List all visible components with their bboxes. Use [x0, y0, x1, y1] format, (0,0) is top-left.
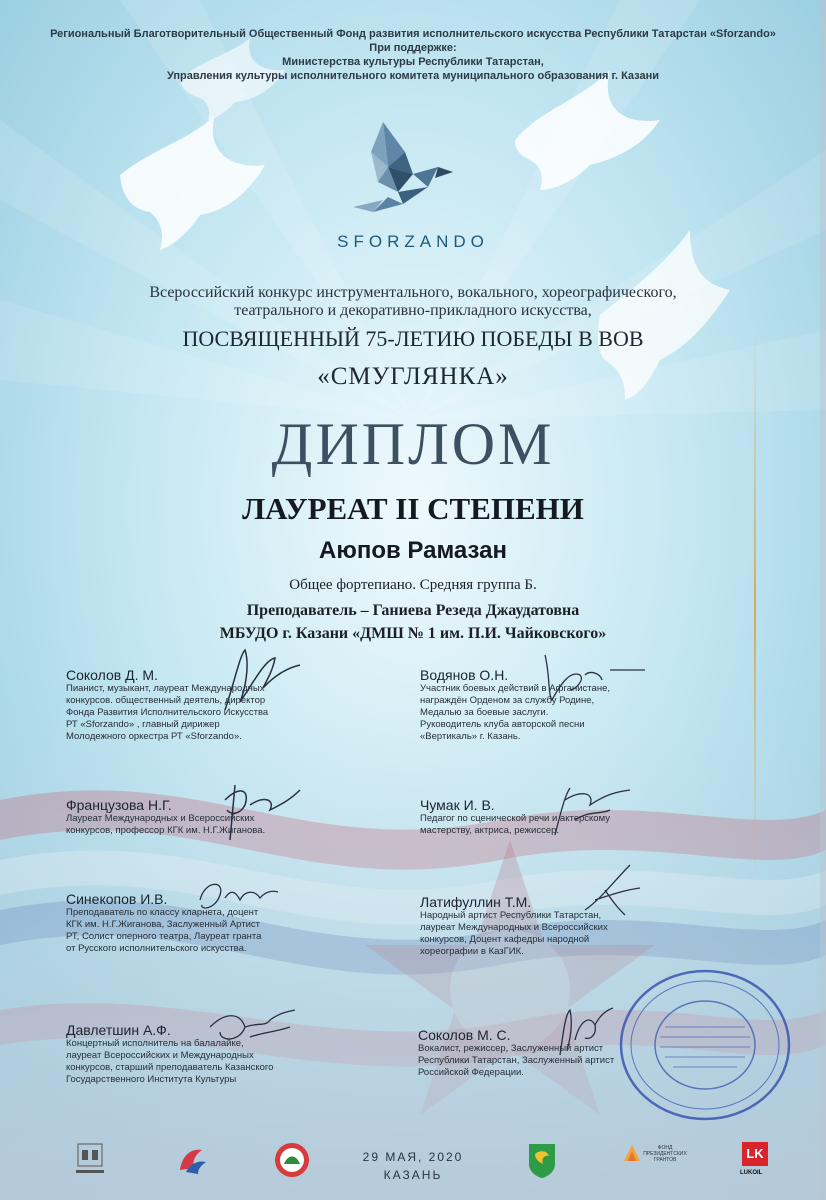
tatarstan-emblem-icon — [272, 1140, 312, 1180]
participant-name: Аюпов Рамазан — [319, 537, 507, 564]
signature-icon — [190, 870, 280, 920]
jury-description: Педагог по сценической речи и актерскому мастерству, актриса, режиссер. — [420, 813, 610, 836]
contest-description — [0, 284, 826, 320]
signature-icon — [540, 645, 650, 705]
contest-name: «СМУГЛЯНКА» — [317, 363, 509, 390]
nomination: Общее фортепиано. Средняя группа Б. — [289, 577, 537, 593]
stamp-icon — [615, 965, 795, 1125]
grants-logo-label: ФОНД ПРЕЗИДЕНТСКИХ ГРАНТОВ — [643, 1145, 687, 1163]
jury-description: Преподаватель по классу кларнета, доцент КГК им. Н.Г.Жиганова, Заслуженный Артист РТ, Солист оперного театра, Лауреат гранта от Русского исполнительского искусства. — [66, 907, 262, 954]
organizer-header — [0, 27, 826, 83]
signature-icon — [545, 780, 635, 840]
issue-date: 29 МАЯ, 2020 — [362, 1150, 464, 1164]
brand-name: SFORZANDO — [337, 232, 489, 251]
contest-dedication: ПОСВЯЩЕННЫЙ 75-ЛЕТИЮ ПОБЕДЫ В ВОВ — [182, 326, 644, 351]
jury-description: Участник боевых действий в Афганистане, награждён Орденом за службу Родине, Медалью за боевые заслуги. Руководитель клуба авторской песни «Вертикаль» г. Казань. — [420, 683, 611, 742]
dove-logo-icon — [343, 112, 473, 222]
lukoil-label: LUKOIL — [740, 1170, 763, 1176]
ministry-line: Министерства культуры Республики Татарстан, — [282, 56, 544, 68]
jury-name: Синекопов И.В. — [66, 891, 168, 907]
signature-icon — [215, 640, 305, 720]
signature-icon — [545, 1000, 615, 1060]
jury-name: Чумак И. В. — [420, 797, 495, 813]
kazan-emblem-icon — [525, 1140, 559, 1180]
diploma-title: ДИПЛОМ — [271, 411, 555, 477]
jury-description: Вокалист, режиссер, Заслуженный артист Республики Татарстан, Заслуженный артист Российской Федерации. — [418, 1043, 615, 1078]
organizer-line: Региональный Благотворительный Общественный Фонд развития исполнительского искусства Республики Татарстан «Sforzando» — [50, 28, 776, 40]
jury-name: Водянов О.Н. — [420, 667, 509, 683]
jury-description: Пианист, музыкант, лауреат Международных конкурсов. общественный деятель, директор Фонда Развития Исполнительского Искусства РТ «Sforzando» , главный дирижер Молодежного оркестра РТ «Sforzando». — [66, 683, 269, 742]
teacher: Преподаватель – Ганиева Резеда Джаудатовна — [246, 602, 580, 619]
lukoil-logo-icon: LK — [742, 1142, 768, 1166]
jury-member — [420, 894, 720, 958]
partner-logo-icon — [172, 1140, 212, 1180]
signature-icon — [575, 860, 645, 920]
jury-description: Лауреат Международных и Всероссийских конкурсов, профессор КГК им. Н.Г.Жиганова. — [66, 813, 266, 836]
laureate-degree: ЛАУРЕАТ II СТЕПЕНИ — [242, 491, 584, 526]
department-line: Управления культуры исполнительного комитета муниципального образования г. Казани — [166, 70, 660, 82]
signature-icon — [200, 1002, 300, 1052]
contest-line-1: Всероссийский конкурс инструментального, вокального, хореографического, — [149, 284, 677, 301]
jury-description: Концертный исполнитель на балалайке, лауреат Всероссийских и Международных конкурсов, старший преподаватель Казанского Государственного Института Культуры — [66, 1038, 274, 1085]
support-label: При поддержке: — [369, 42, 457, 54]
contest-line-2: театрального и декоративно-прикладного искусства, — [234, 302, 592, 319]
jury-name: Соколов М. С. — [418, 1027, 511, 1043]
partner-logo-icon — [70, 1140, 110, 1180]
jury-name: Давлетшин А.Ф. — [66, 1022, 171, 1038]
jury-name: Латифуллин Т.М. — [420, 894, 532, 910]
jury-name: Французова Н.Г. — [66, 797, 172, 813]
jury-description: Народный артист Республики Татарстан, лауреат Международных и Всероссийских конкурсов, Доцент кафедры народной хореографии в КазГИК. — [420, 910, 608, 957]
jury-name: Соколов Д. М. — [66, 667, 158, 683]
school: МБУДО г. Казани «ДМШ № 1 им. П.И. Чайковского» — [219, 625, 607, 642]
issue-city: КАЗАНЬ — [383, 1168, 443, 1182]
grants-logo-icon — [622, 1143, 642, 1163]
signature-icon — [215, 770, 305, 845]
